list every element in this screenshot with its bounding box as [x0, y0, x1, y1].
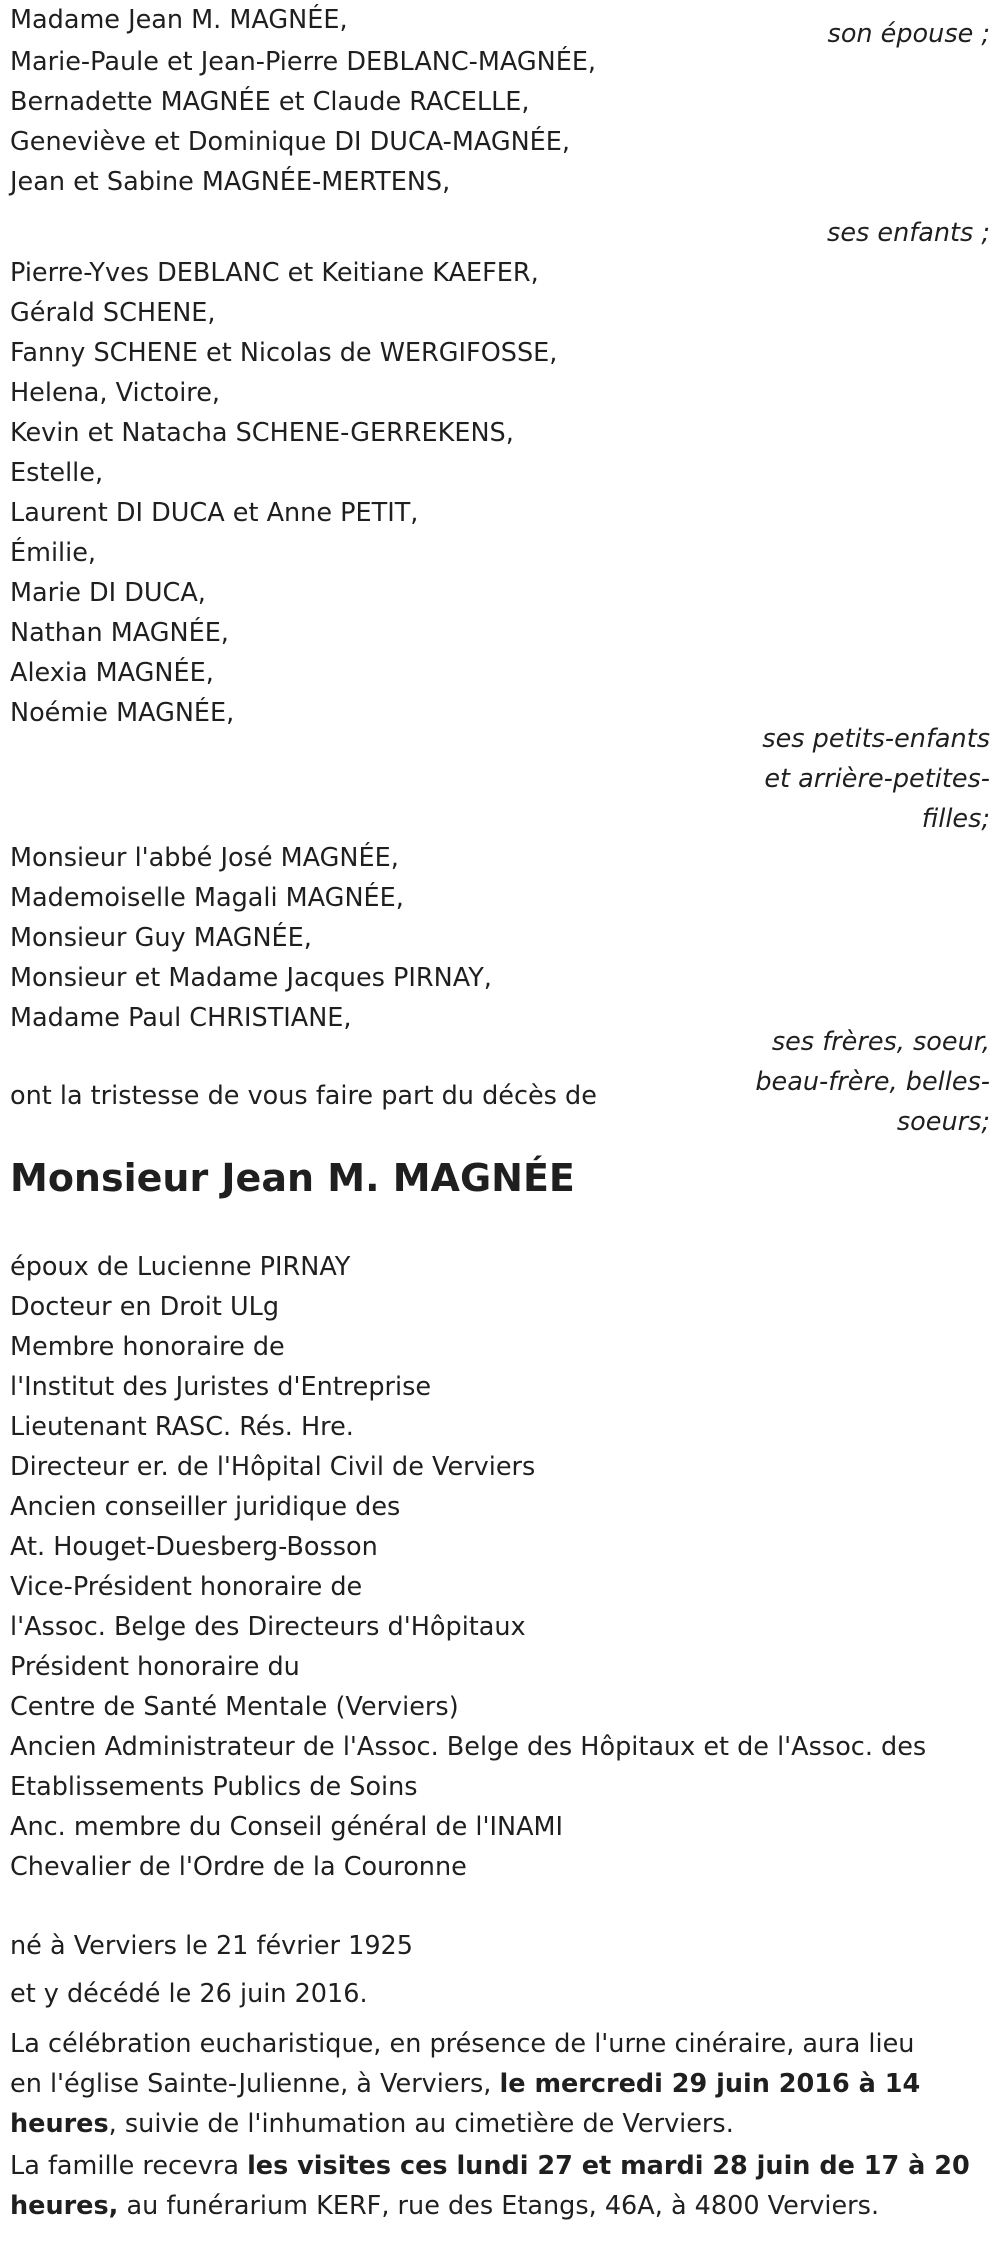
title-line: Anc. membre du Conseil général de l'INAMI: [10, 1812, 564, 1842]
role-line: son épouse ;: [827, 19, 990, 49]
grandchild-name: Noémie MAGNÉE,: [10, 698, 235, 728]
title-line: Centre de Santé Mentale (Verviers): [10, 1692, 459, 1722]
grandchild-name: Nathan MAGNÉE,: [10, 618, 229, 648]
title-line: Vice-Président honoraire de: [10, 1572, 363, 1602]
ceremony-text: , suivie de l'inhumation au cimetière de Verviers.: [108, 2109, 734, 2139]
grandchild-name: Gérald SCHENE,: [10, 298, 216, 328]
visits-line: [10, 2186, 970, 2226]
spouse-name: Madame Jean M. MAGNÉE,: [10, 5, 348, 35]
visits-text: au funérarium KERF, rue des Etangs, 46A, à 4800 Verviers.: [118, 2191, 880, 2221]
title-line: Directeur er. de l'Hôpital Civil de Verviers: [10, 1452, 536, 1482]
role-line: filles;: [921, 804, 990, 834]
ceremony-date: heures: [10, 2109, 109, 2139]
child-name: Jean et Sabine MAGNÉE-MERTENS,: [10, 167, 451, 197]
title-line: Etablissements Publics de Soins: [10, 1772, 418, 1802]
child-name: Bernadette MAGNÉE et Claude RACELLE,: [10, 87, 530, 117]
title-line: l'Institut des Juristes d'Entreprise: [10, 1372, 432, 1402]
title-line: l'Assoc. Belge des Directeurs d'Hôpitaux: [10, 1612, 526, 1642]
title-line: Membre honoraire de: [10, 1332, 285, 1362]
birth-death: [10, 1926, 1000, 1966]
visits-line: [10, 2146, 970, 2186]
title-line: Lieutenant RASC. Rés. Hre.: [10, 1412, 354, 1442]
children-role: [827, 213, 990, 253]
titles-list: [10, 1247, 1000, 1887]
grandchildren-role: [762, 719, 990, 839]
ceremony-line: La célébration eucharistique, en présence de l'urne cinéraire, aura lieu: [10, 2029, 915, 2059]
title-line: Ancien Administrateur de l'Assoc. Belge des Hôpitaux et de l'Assoc. des: [10, 1732, 927, 1762]
grandchild-name: Laurent DI DUCA et Anne PETIT,: [10, 498, 419, 528]
sibling-name: Madame Paul CHRISTIANE,: [10, 1003, 352, 1033]
grandchild-name: Helena, Victoire,: [10, 378, 221, 408]
children-names: [10, 42, 1000, 202]
role-line: ses petits-enfants: [762, 724, 990, 754]
sibling-name: Mademoiselle Magali MAGNÉE,: [10, 883, 404, 913]
sibling-name: Monsieur et Madame Jacques PIRNAY,: [10, 963, 492, 993]
ceremony-line: [10, 2104, 970, 2144]
death-line: [10, 1974, 1000, 2014]
role-line: ses frères, soeur,: [771, 1027, 990, 1057]
grandchild-name: Fanny SCHENE et Nicolas de WERGIFOSSE,: [10, 338, 558, 368]
role-line: beau-frère, belles-: [755, 1067, 990, 1097]
ceremony-date: le mercredi 29 juin 2016 à 14: [499, 2069, 921, 2099]
title-line: époux de Lucienne PIRNAY: [10, 1252, 351, 1282]
grandchild-name: Estelle,: [10, 458, 104, 488]
deceased-name: Monsieur Jean M. MAGNÉE: [10, 1156, 575, 1200]
title-line: Ancien conseiller juridique des: [10, 1492, 401, 1522]
role-line: soeurs;: [896, 1107, 990, 1137]
visits-text: La famille recevra: [10, 2151, 248, 2181]
title-line: Docteur en Droit ULg: [10, 1292, 280, 1322]
ceremony-line: [10, 2064, 970, 2104]
title-line: Président honoraire du: [10, 1652, 300, 1682]
title-line: Chevalier de l'Ordre de la Couronne: [10, 1852, 467, 1882]
child-name: Geneviève et Dominique DI DUCA-MAGNÉE,: [10, 127, 571, 157]
sibling-name: Monsieur Guy MAGNÉE,: [10, 923, 312, 953]
visits-paragraph: [10, 2146, 970, 2226]
grandchild-name: Marie DI DUCA,: [10, 578, 206, 608]
grandchild-name: Kevin et Natacha SCHENE-GERREKENS,: [10, 418, 514, 448]
announcement: [10, 1076, 1000, 1116]
ceremony-text: en l'église Sainte-Julienne, à Verviers,: [10, 2069, 500, 2099]
child-name: Marie-Paule et Jean-Pierre DEBLANC-MAGNÉE,: [10, 47, 597, 77]
died-text: et y décédé le 26 juin 2016.: [10, 1979, 368, 2009]
title-line: At. Houget-Duesberg-Bosson: [10, 1532, 378, 1562]
grandchild-name: Émilie,: [10, 538, 97, 568]
visits-dates: les visites ces lundi 27 et mardi 28 juin de 17 à 20: [247, 2151, 970, 2181]
role-line: et arrière-petites-: [764, 764, 990, 794]
role-line: ses enfants ;: [827, 218, 990, 248]
visits-dates: heures,: [10, 2191, 119, 2221]
sibling-name: Monsieur l'abbé José MAGNÉE,: [10, 843, 399, 873]
grandchild-name: Pierre-Yves DEBLANC et Keitiane KAEFER,: [10, 258, 539, 288]
grandchild-name: Alexia MAGNÉE,: [10, 658, 214, 688]
siblings-names: [10, 838, 1000, 1038]
grandchildren-names: [10, 253, 1000, 733]
announcement-text: ont la tristesse de vous faire part du décès de: [10, 1081, 597, 1111]
ceremony-paragraph: [10, 2024, 970, 2144]
born-text: né à Verviers le 21 février 1925: [10, 1931, 413, 1961]
